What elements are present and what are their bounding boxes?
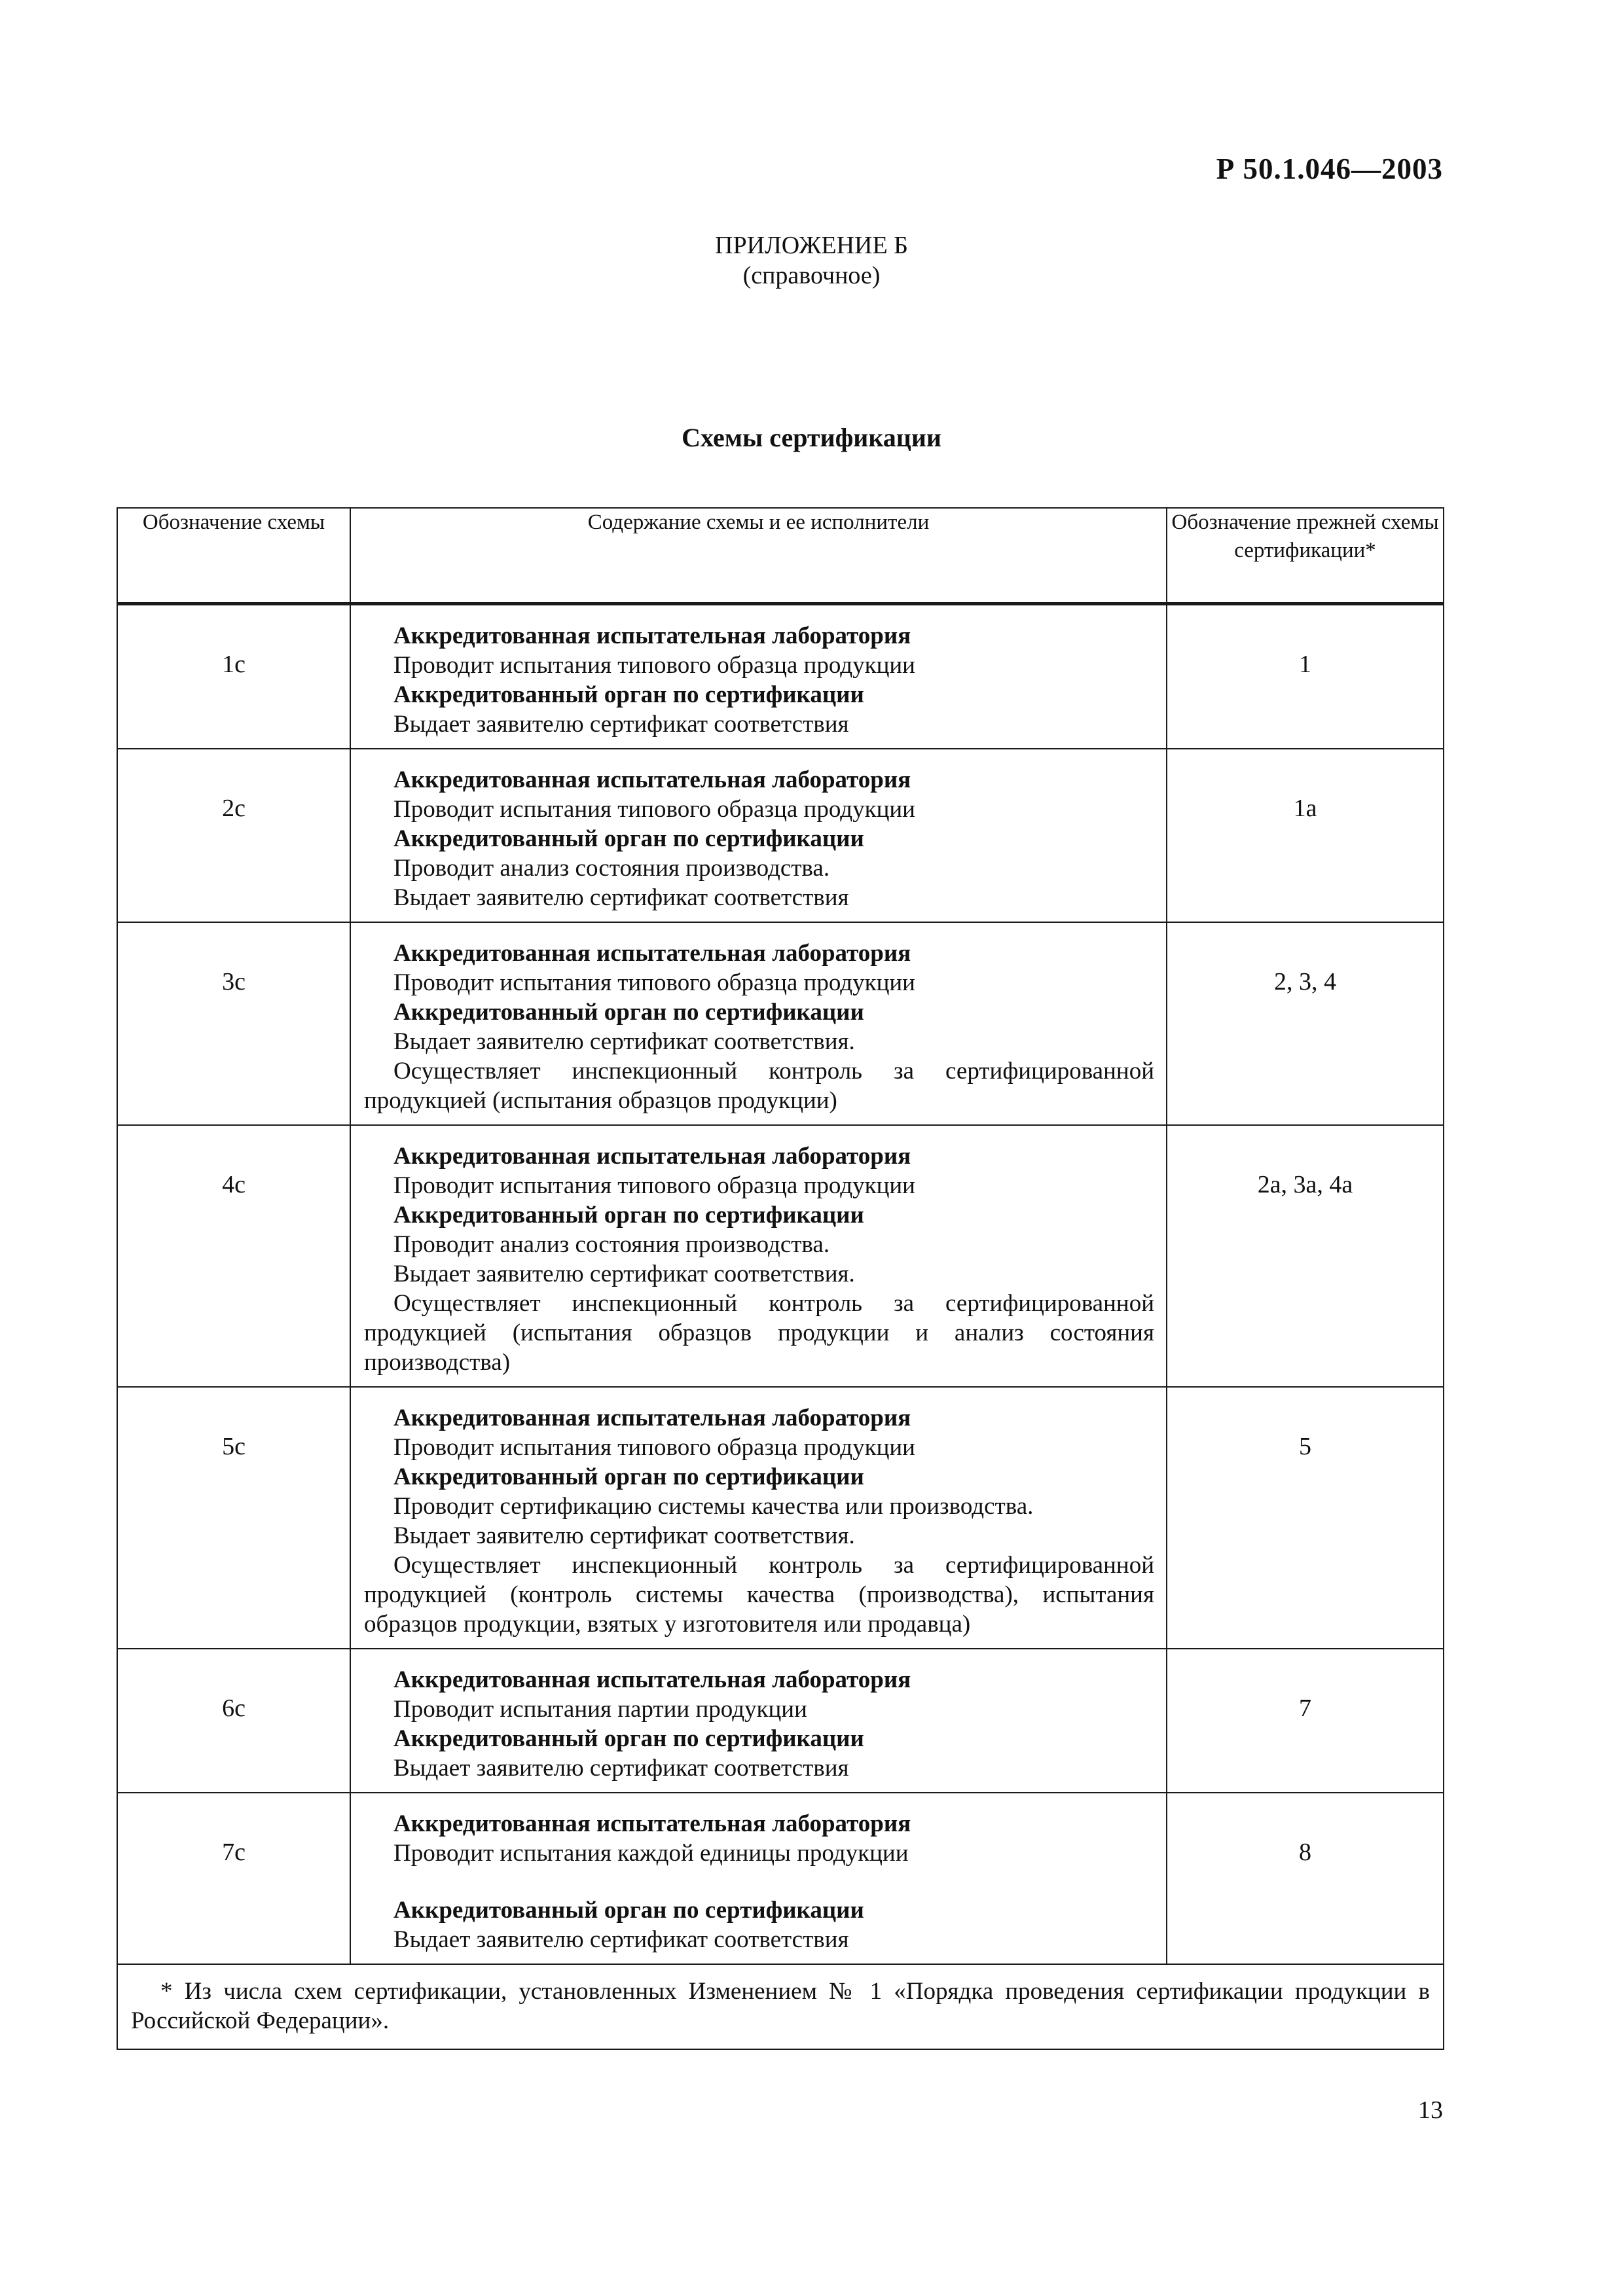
- scheme-code-cell: 2с: [117, 749, 350, 922]
- performer-action: Выдает заявителю сертификат соответствия: [393, 711, 849, 738]
- performer-action: Выдает заявителю сертификат соответствия.: [393, 1261, 855, 1287]
- table-header-row: [117, 508, 1444, 604]
- performer-action: Выдает заявителю сертификат соответствия: [393, 884, 849, 911]
- performer-name: Аккредитованный орган по сертификации: [393, 1725, 864, 1752]
- performer-action: Проводит испытания типового образца продукции: [393, 796, 915, 823]
- table-row: [117, 749, 1444, 922]
- content-spacer: [364, 1868, 1154, 1895]
- scheme-code-cell: 5с: [117, 1387, 350, 1649]
- performer-action: Осуществляет инспекционный контроль за сертифицированной продукцией (контроль системы качества (производства), испытания образцов продукции, взятых у изготовителя или продавца): [364, 1552, 1154, 1638]
- previous-scheme-cell: 1а: [1167, 749, 1444, 922]
- performer-name: Аккредитованная испытательная лаборатория: [393, 940, 911, 967]
- performer-action: Выдает заявителю сертификат соответствия.: [393, 1028, 855, 1055]
- annex-title: ПРИЛОЖЕНИЕ Б: [715, 232, 908, 259]
- performer-name: Аккредитованный орган по сертификации: [393, 1897, 864, 1924]
- table-row: [117, 604, 1444, 749]
- scheme-content-cell: [350, 749, 1167, 922]
- performer-name: Аккредитованный орган по сертификации: [393, 999, 864, 1026]
- performer-action: Выдает заявителю сертификат соответствия: [393, 1926, 849, 1953]
- annex-subtitle: (справочное): [742, 262, 881, 289]
- document-code: Р 50.1.046—2003: [1216, 152, 1443, 185]
- table-row: [117, 1793, 1444, 1964]
- previous-scheme-cell: 2, 3, 4: [1167, 922, 1444, 1125]
- performer-name: Аккредитованная испытательная лаборатория: [393, 1666, 911, 1693]
- previous-scheme-cell: 5: [1167, 1387, 1444, 1649]
- footnote-row: [117, 1964, 1444, 2049]
- table-row: [117, 1387, 1444, 1649]
- scheme-code-cell: 7с: [117, 1793, 350, 1964]
- performer-name: Аккредитованный орган по сертификации: [393, 681, 864, 708]
- header-scheme-content: Содержание схемы и ее исполнители: [350, 508, 1167, 604]
- performer-name: Аккредитованный орган по сертификации: [393, 825, 864, 852]
- performer-name: Аккредитованный орган по сертификации: [393, 1463, 864, 1490]
- performer-name: Аккредитованная испытательная лаборатория: [393, 1405, 911, 1431]
- performer-action: Проводит испытания типового образца продукции: [393, 1172, 915, 1199]
- previous-scheme-cell: 2а, 3а, 4а: [1167, 1125, 1444, 1387]
- performer-action: Проводит анализ состояния производства.: [393, 1231, 830, 1258]
- scheme-code-cell: 1с: [117, 604, 350, 749]
- footnote-cell: [117, 1964, 1444, 2049]
- performer-action: Проводит сертификацию системы качества или производства.: [393, 1493, 1034, 1520]
- section-title: Схемы сертификации: [682, 423, 941, 452]
- header-scheme-code: Обозначение схемы: [117, 508, 350, 604]
- performer-action: Проводит испытания партии продукции: [393, 1696, 807, 1723]
- scheme-content-cell: [350, 1649, 1167, 1793]
- table-row: [117, 1125, 1444, 1387]
- performer-name: Аккредитованный орган по сертификации: [393, 1202, 864, 1229]
- scheme-code-cell: 3с: [117, 922, 350, 1125]
- table-row: [117, 1649, 1444, 1793]
- scheme-content-cell: [350, 1125, 1167, 1387]
- scheme-content-cell: [350, 1793, 1167, 1964]
- performer-action: Проводит испытания каждой единицы продукции: [393, 1840, 909, 1867]
- scheme-code-cell: 6с: [117, 1649, 350, 1793]
- performer-action: Выдает заявителю сертификат соответствия: [393, 1755, 849, 1782]
- performer-action: Проводит испытания типового образца продукции: [393, 969, 915, 996]
- performer-action: Проводит анализ состояния производства.: [393, 855, 830, 882]
- performer-name: Аккредитованная испытательная лаборатория: [393, 1810, 911, 1837]
- performer-action: Выдает заявителю сертификат соответствия.: [393, 1522, 855, 1549]
- performer-action: Проводит испытания типового образца продукции: [393, 1434, 915, 1461]
- scheme-content-cell: [350, 922, 1167, 1125]
- table-row: [117, 922, 1444, 1125]
- scheme-content-cell: [350, 604, 1167, 749]
- scheme-code-cell: 4с: [117, 1125, 350, 1387]
- table-body: [117, 604, 1444, 1965]
- previous-scheme-cell: 8: [1167, 1793, 1444, 1964]
- footnote-text: * Из числа схем сертификации, установленных Изменением № 1 «Порядка проведения сертификации продукции в Российской Федерации».: [131, 1978, 1430, 2034]
- header-previous-scheme: Обозначение прежней схемы сертификации*: [1167, 508, 1444, 604]
- performer-action: Проводит испытания типового образца продукции: [393, 652, 915, 679]
- performer-action: Осуществляет инспекционный контроль за сертифицированной продукцией (испытания образцов продукции): [364, 1058, 1154, 1114]
- scheme-content-cell: [350, 1387, 1167, 1649]
- performer-action: Осуществляет инспекционный контроль за сертифицированной продукцией (испытания образцов продукции и анализ состояния производства): [364, 1290, 1154, 1376]
- certification-schemes-table: [117, 507, 1444, 2050]
- performer-name: Аккредитованная испытательная лаборатория: [393, 1143, 911, 1170]
- page-number: 13: [1418, 2096, 1443, 2124]
- annex-heading: [0, 230, 1623, 291]
- performer-name: Аккредитованная испытательная лаборатория: [393, 766, 911, 793]
- previous-scheme-cell: 1: [1167, 604, 1444, 749]
- previous-scheme-cell: 7: [1167, 1649, 1444, 1793]
- performer-name: Аккредитованная испытательная лаборатория: [393, 622, 911, 649]
